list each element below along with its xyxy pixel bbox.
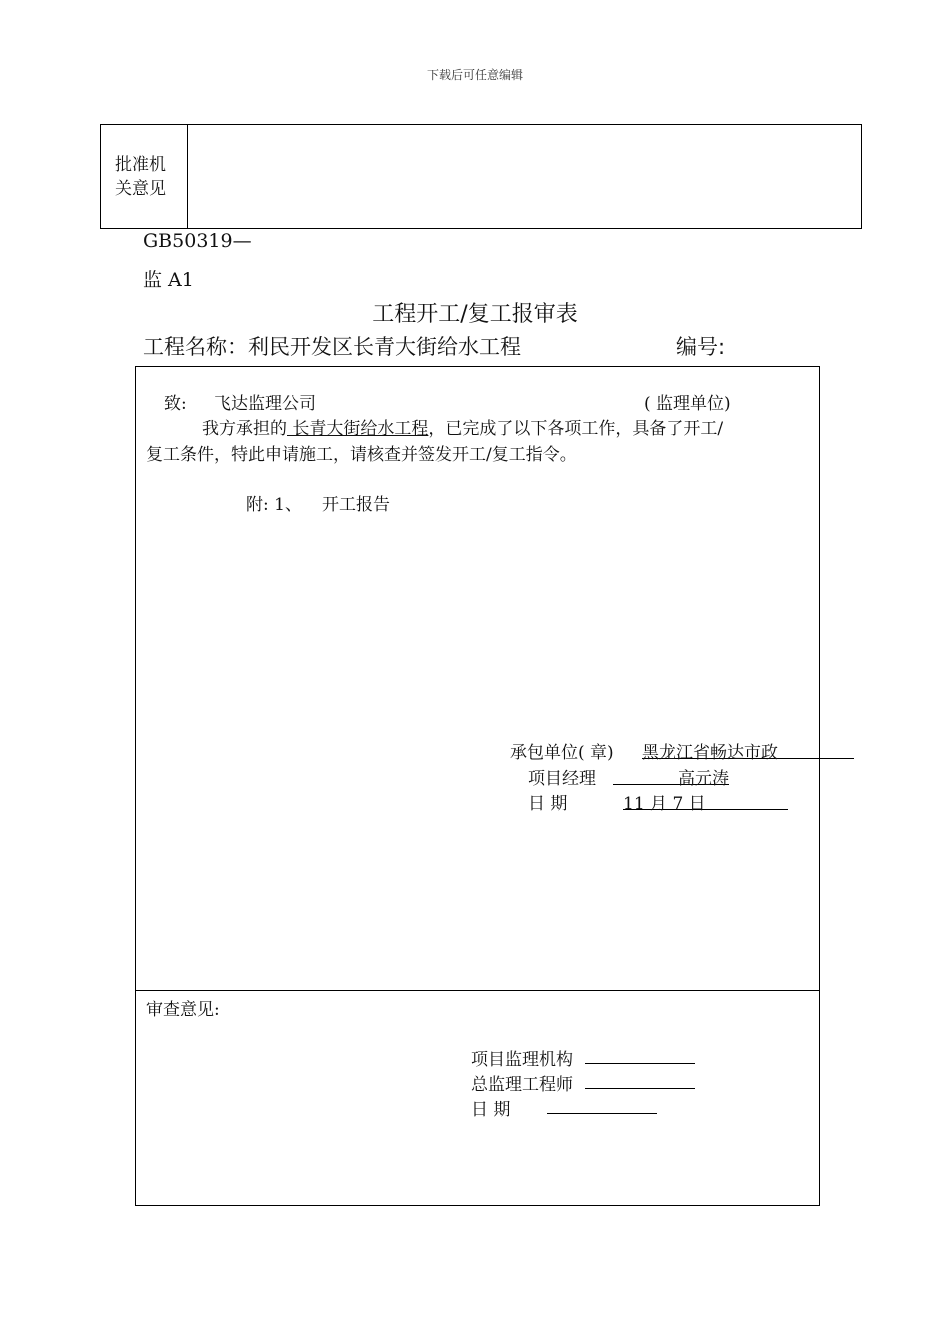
- review-label: 审查意见:: [146, 1000, 220, 1020]
- header-note: 下载后可任意编辑: [426, 68, 523, 82]
- statement-project: 长青大街给水工程: [287, 419, 429, 439]
- to-company: 飞达监理公司: [214, 394, 316, 414]
- contractor-date-label: 日 期: [528, 794, 568, 814]
- attachment-label: 附: 1、: [246, 495, 302, 515]
- approval-label: 批准机关意见: [115, 155, 166, 199]
- chief-engineer-label: 总监理工程师: [471, 1075, 573, 1095]
- number-label: 编号:: [676, 335, 726, 359]
- approval-box: [100, 124, 862, 229]
- supervision-org-blank: [585, 1044, 695, 1064]
- manager-value: 高元涛: [613, 764, 729, 785]
- section-divider: [136, 990, 819, 991]
- statement-line-1: [202, 414, 723, 439]
- statement-prefix: 我方承担的: [202, 419, 287, 439]
- form-code: 监 A1: [143, 269, 194, 291]
- application-box: [135, 366, 820, 1206]
- review-date-blank: [547, 1094, 657, 1114]
- supervision-org-label: 项目监理机构: [471, 1050, 573, 1070]
- form-title: 工程开工/复工报审表: [372, 302, 578, 327]
- statement-suffix: ，已完成了以下各项工作，具备了开工/: [428, 419, 724, 439]
- to-role: ( 监理单位): [644, 394, 731, 414]
- standard-code: GB50319—: [143, 230, 252, 252]
- statement-line-2: 复工条件，特此申请施工，请核查并签发开工/复工指令。: [146, 445, 577, 465]
- project-line: [143, 331, 521, 361]
- attachment-item: 开工报告: [322, 495, 390, 515]
- contractor-unit-value: 黑龙江省畅达市政: [642, 738, 854, 759]
- project-name-label: 工程名称：: [143, 335, 248, 359]
- review-date-label: 日 期: [471, 1100, 511, 1120]
- contractor-date-value: 11 月 7 日: [623, 789, 788, 810]
- approval-label-cell: [101, 125, 188, 228]
- contractor-unit-label: 承包单位( 章): [510, 743, 614, 763]
- to-label: 致:: [164, 394, 187, 414]
- chief-engineer-blank: [585, 1069, 695, 1089]
- project-name: 利民开发区长青大街给水工程: [248, 335, 521, 359]
- manager-label: 项目经理: [528, 769, 596, 789]
